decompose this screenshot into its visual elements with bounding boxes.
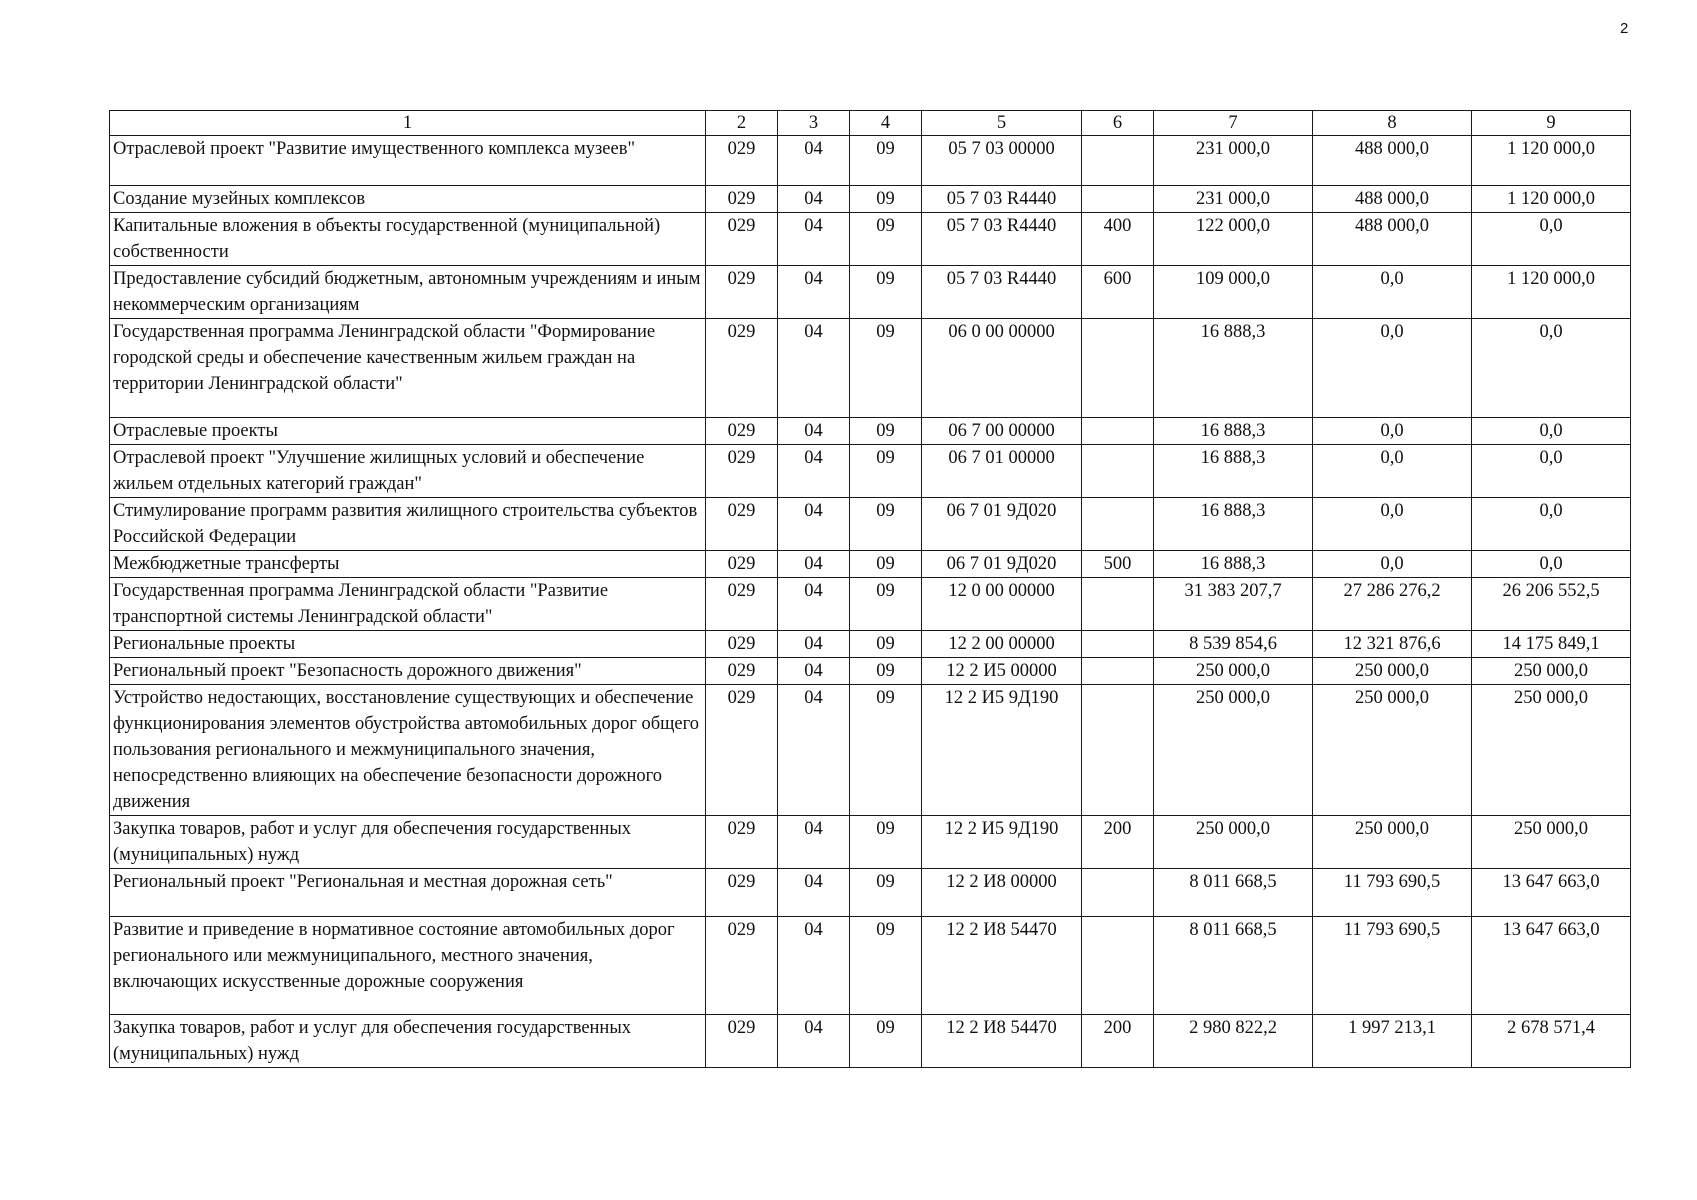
section-code-cell: 04	[778, 136, 850, 186]
header-cell: 8	[1313, 111, 1472, 136]
page-number: 2	[1620, 20, 1629, 37]
table-row	[110, 685, 1631, 816]
amount-year3-cell: 0,0	[1472, 213, 1631, 266]
expense-type-cell	[1082, 418, 1154, 445]
ministry-code-cell: 029	[706, 1015, 778, 1068]
target-article-cell: 06 7 00 00000	[922, 418, 1082, 445]
expense-type-cell	[1082, 498, 1154, 551]
subsection-code-cell: 09	[850, 213, 922, 266]
table-row	[110, 186, 1631, 213]
row-name-cell: Капитальные вложения в объекты государственной (муниципальной) собственности	[110, 213, 706, 266]
amount-year1-cell: 231 000,0	[1154, 136, 1313, 186]
ministry-code-cell: 029	[706, 213, 778, 266]
expense-type-cell	[1082, 917, 1154, 1015]
ministry-code-cell: 029	[706, 658, 778, 685]
target-article-cell: 12 2 И8 54470	[922, 917, 1082, 1015]
table-row	[110, 213, 1631, 266]
section-code-cell: 04	[778, 917, 850, 1015]
amount-year1-cell: 250 000,0	[1154, 658, 1313, 685]
target-article-cell: 12 2 И8 54470	[922, 1015, 1082, 1068]
row-name-cell: Отраслевые проекты	[110, 418, 706, 445]
ministry-code-cell: 029	[706, 578, 778, 631]
target-article-cell: 12 2 00 00000	[922, 631, 1082, 658]
section-code-cell: 04	[778, 658, 850, 685]
amount-year3-cell: 13 647 663,0	[1472, 917, 1631, 1015]
amount-year1-cell: 16 888,3	[1154, 445, 1313, 498]
subsection-code-cell: 09	[850, 186, 922, 213]
target-article-cell: 12 2 И5 9Д190	[922, 816, 1082, 869]
subsection-code-cell: 09	[850, 631, 922, 658]
ministry-code-cell: 029	[706, 266, 778, 319]
section-code-cell: 04	[778, 551, 850, 578]
amount-year2-cell: 1 997 213,1	[1313, 1015, 1472, 1068]
amount-year3-cell: 250 000,0	[1472, 816, 1631, 869]
table-row	[110, 551, 1631, 578]
amount-year3-cell: 1 120 000,0	[1472, 266, 1631, 319]
table-row	[110, 869, 1631, 917]
section-code-cell: 04	[778, 631, 850, 658]
ministry-code-cell: 029	[706, 186, 778, 213]
budget-table	[109, 110, 1631, 1068]
target-article-cell: 06 7 01 9Д020	[922, 498, 1082, 551]
table-row	[110, 917, 1631, 1015]
amount-year1-cell: 122 000,0	[1154, 213, 1313, 266]
section-code-cell: 04	[778, 319, 850, 418]
header-cell: 1	[110, 111, 706, 136]
subsection-code-cell: 09	[850, 498, 922, 551]
table-row	[110, 631, 1631, 658]
amount-year2-cell: 0,0	[1313, 551, 1472, 578]
row-name-cell: Государственная программа Ленинградской области "Формирование городской среды и обеспечение качественным жильем граждан на территории Ленинградской области"	[110, 319, 706, 418]
amount-year2-cell: 250 000,0	[1313, 685, 1472, 816]
table-row	[110, 578, 1631, 631]
subsection-code-cell: 09	[850, 445, 922, 498]
target-article-cell: 12 2 И8 00000	[922, 869, 1082, 917]
amount-year1-cell: 250 000,0	[1154, 816, 1313, 869]
target-article-cell: 12 0 00 00000	[922, 578, 1082, 631]
amount-year1-cell: 16 888,3	[1154, 498, 1313, 551]
subsection-code-cell: 09	[850, 1015, 922, 1068]
section-code-cell: 04	[778, 266, 850, 319]
amount-year1-cell: 8 011 668,5	[1154, 869, 1313, 917]
subsection-code-cell: 09	[850, 917, 922, 1015]
row-name-cell: Предоставление субсидий бюджетным, автономным учреждениям и иным некоммерческим организациям	[110, 266, 706, 319]
expense-type-cell	[1082, 578, 1154, 631]
amount-year3-cell: 2 678 571,4	[1472, 1015, 1631, 1068]
amount-year1-cell: 8 539 854,6	[1154, 631, 1313, 658]
section-code-cell: 04	[778, 1015, 850, 1068]
table-row	[110, 1015, 1631, 1068]
ministry-code-cell: 029	[706, 445, 778, 498]
header-cell: 5	[922, 111, 1082, 136]
row-name-cell: Государственная программа Ленинградской области "Развитие транспортной системы Ленинградской области"	[110, 578, 706, 631]
table-row	[110, 418, 1631, 445]
subsection-code-cell: 09	[850, 816, 922, 869]
amount-year3-cell: 0,0	[1472, 445, 1631, 498]
amount-year2-cell: 0,0	[1313, 445, 1472, 498]
amount-year3-cell: 26 206 552,5	[1472, 578, 1631, 631]
amount-year2-cell: 11 793 690,5	[1313, 869, 1472, 917]
expense-type-cell	[1082, 136, 1154, 186]
expense-type-cell: 500	[1082, 551, 1154, 578]
amount-year2-cell: 27 286 276,2	[1313, 578, 1472, 631]
amount-year3-cell: 250 000,0	[1472, 685, 1631, 816]
table-header-row	[110, 111, 1631, 136]
row-name-cell: Региональный проект "Безопасность дорожного движения"	[110, 658, 706, 685]
amount-year3-cell: 13 647 663,0	[1472, 869, 1631, 917]
amount-year1-cell: 8 011 668,5	[1154, 917, 1313, 1015]
ministry-code-cell: 029	[706, 136, 778, 186]
amount-year1-cell: 2 980 822,2	[1154, 1015, 1313, 1068]
header-cell: 6	[1082, 111, 1154, 136]
expense-type-cell	[1082, 186, 1154, 213]
row-name-cell: Отраслевой проект "Развитие имущественного комплекса музеев"	[110, 136, 706, 186]
section-code-cell: 04	[778, 418, 850, 445]
amount-year1-cell: 16 888,3	[1154, 551, 1313, 578]
amount-year1-cell: 16 888,3	[1154, 319, 1313, 418]
target-article-cell: 06 7 01 9Д020	[922, 551, 1082, 578]
target-article-cell: 05 7 03 00000	[922, 136, 1082, 186]
target-article-cell: 06 0 00 00000	[922, 319, 1082, 418]
target-article-cell: 06 7 01 00000	[922, 445, 1082, 498]
amount-year2-cell: 250 000,0	[1313, 658, 1472, 685]
subsection-code-cell: 09	[850, 658, 922, 685]
amount-year1-cell: 16 888,3	[1154, 418, 1313, 445]
amount-year3-cell: 0,0	[1472, 498, 1631, 551]
ministry-code-cell: 029	[706, 631, 778, 658]
expense-type-cell: 400	[1082, 213, 1154, 266]
amount-year2-cell: 0,0	[1313, 266, 1472, 319]
expense-type-cell	[1082, 869, 1154, 917]
amount-year2-cell: 12 321 876,6	[1313, 631, 1472, 658]
subsection-code-cell: 09	[850, 266, 922, 319]
expense-type-cell	[1082, 631, 1154, 658]
header-cell: 7	[1154, 111, 1313, 136]
target-article-cell: 12 2 И5 9Д190	[922, 685, 1082, 816]
target-article-cell: 05 7 03 R4440	[922, 213, 1082, 266]
subsection-code-cell: 09	[850, 685, 922, 816]
ministry-code-cell: 029	[706, 498, 778, 551]
amount-year3-cell: 250 000,0	[1472, 658, 1631, 685]
section-code-cell: 04	[778, 186, 850, 213]
subsection-code-cell: 09	[850, 136, 922, 186]
expense-type-cell: 600	[1082, 266, 1154, 319]
row-name-cell: Развитие и приведение в нормативное состояние автомобильных дорог регионального или межмуниципального, местного значения, включающих искусственные дорожные сооружения	[110, 917, 706, 1015]
table-row	[110, 816, 1631, 869]
amount-year3-cell: 0,0	[1472, 551, 1631, 578]
ministry-code-cell: 029	[706, 551, 778, 578]
amount-year1-cell: 109 000,0	[1154, 266, 1313, 319]
expense-type-cell	[1082, 319, 1154, 418]
amount-year3-cell: 1 120 000,0	[1472, 186, 1631, 213]
amount-year3-cell: 0,0	[1472, 418, 1631, 445]
expense-type-cell: 200	[1082, 1015, 1154, 1068]
ministry-code-cell: 029	[706, 917, 778, 1015]
amount-year1-cell: 231 000,0	[1154, 186, 1313, 213]
table-row	[110, 498, 1631, 551]
header-cell: 4	[850, 111, 922, 136]
amount-year3-cell: 14 175 849,1	[1472, 631, 1631, 658]
expense-type-cell	[1082, 658, 1154, 685]
header-cell: 3	[778, 111, 850, 136]
row-name-cell: Устройство недостающих, восстановление существующих и обеспечение функционирования элементов обустройства автомобильных дорог общего пользования регионального и межмуниципального значения, непосредственно влияющих на обеспечение безопасности дорожного движения	[110, 685, 706, 816]
subsection-code-cell: 09	[850, 418, 922, 445]
table-row	[110, 445, 1631, 498]
section-code-cell: 04	[778, 213, 850, 266]
expense-type-cell	[1082, 445, 1154, 498]
amount-year1-cell: 250 000,0	[1154, 685, 1313, 816]
section-code-cell: 04	[778, 578, 850, 631]
table-row	[110, 136, 1631, 186]
amount-year2-cell: 250 000,0	[1313, 816, 1472, 869]
header-cell: 9	[1472, 111, 1631, 136]
row-name-cell: Отраслевой проект "Улучшение жилищных условий и обеспечение жильем отдельных категорий граждан"	[110, 445, 706, 498]
amount-year3-cell: 0,0	[1472, 319, 1631, 418]
row-name-cell: Создание музейных комплексов	[110, 186, 706, 213]
section-code-cell: 04	[778, 498, 850, 551]
section-code-cell: 04	[778, 685, 850, 816]
amount-year2-cell: 488 000,0	[1313, 136, 1472, 186]
section-code-cell: 04	[778, 816, 850, 869]
amount-year2-cell: 0,0	[1313, 418, 1472, 445]
subsection-code-cell: 09	[850, 551, 922, 578]
amount-year2-cell: 11 793 690,5	[1313, 917, 1472, 1015]
target-article-cell: 05 7 03 R4440	[922, 266, 1082, 319]
ministry-code-cell: 029	[706, 869, 778, 917]
subsection-code-cell: 09	[850, 578, 922, 631]
amount-year3-cell: 1 120 000,0	[1472, 136, 1631, 186]
ministry-code-cell: 029	[706, 685, 778, 816]
amount-year2-cell: 0,0	[1313, 498, 1472, 551]
target-article-cell: 05 7 03 R4440	[922, 186, 1082, 213]
table-row	[110, 658, 1631, 685]
subsection-code-cell: 09	[850, 319, 922, 418]
row-name-cell: Межбюджетные трансферты	[110, 551, 706, 578]
ministry-code-cell: 029	[706, 319, 778, 418]
amount-year1-cell: 31 383 207,7	[1154, 578, 1313, 631]
section-code-cell: 04	[778, 869, 850, 917]
expense-type-cell	[1082, 685, 1154, 816]
ministry-code-cell: 029	[706, 816, 778, 869]
expense-type-cell: 200	[1082, 816, 1154, 869]
subsection-code-cell: 09	[850, 869, 922, 917]
target-article-cell: 12 2 И5 00000	[922, 658, 1082, 685]
section-code-cell: 04	[778, 445, 850, 498]
row-name-cell: Региональный проект "Региональная и местная дорожная сеть"	[110, 869, 706, 917]
header-cell: 2	[706, 111, 778, 136]
table-row	[110, 319, 1631, 418]
amount-year2-cell: 488 000,0	[1313, 213, 1472, 266]
row-name-cell: Закупка товаров, работ и услуг для обеспечения государственных (муниципальных) нужд	[110, 816, 706, 869]
amount-year2-cell: 488 000,0	[1313, 186, 1472, 213]
table-row	[110, 266, 1631, 319]
ministry-code-cell: 029	[706, 418, 778, 445]
row-name-cell: Стимулирование программ развития жилищного строительства субъектов Российской Федерации	[110, 498, 706, 551]
amount-year2-cell: 0,0	[1313, 319, 1472, 418]
row-name-cell: Закупка товаров, работ и услуг для обеспечения государственных (муниципальных) нужд	[110, 1015, 706, 1068]
row-name-cell: Региональные проекты	[110, 631, 706, 658]
